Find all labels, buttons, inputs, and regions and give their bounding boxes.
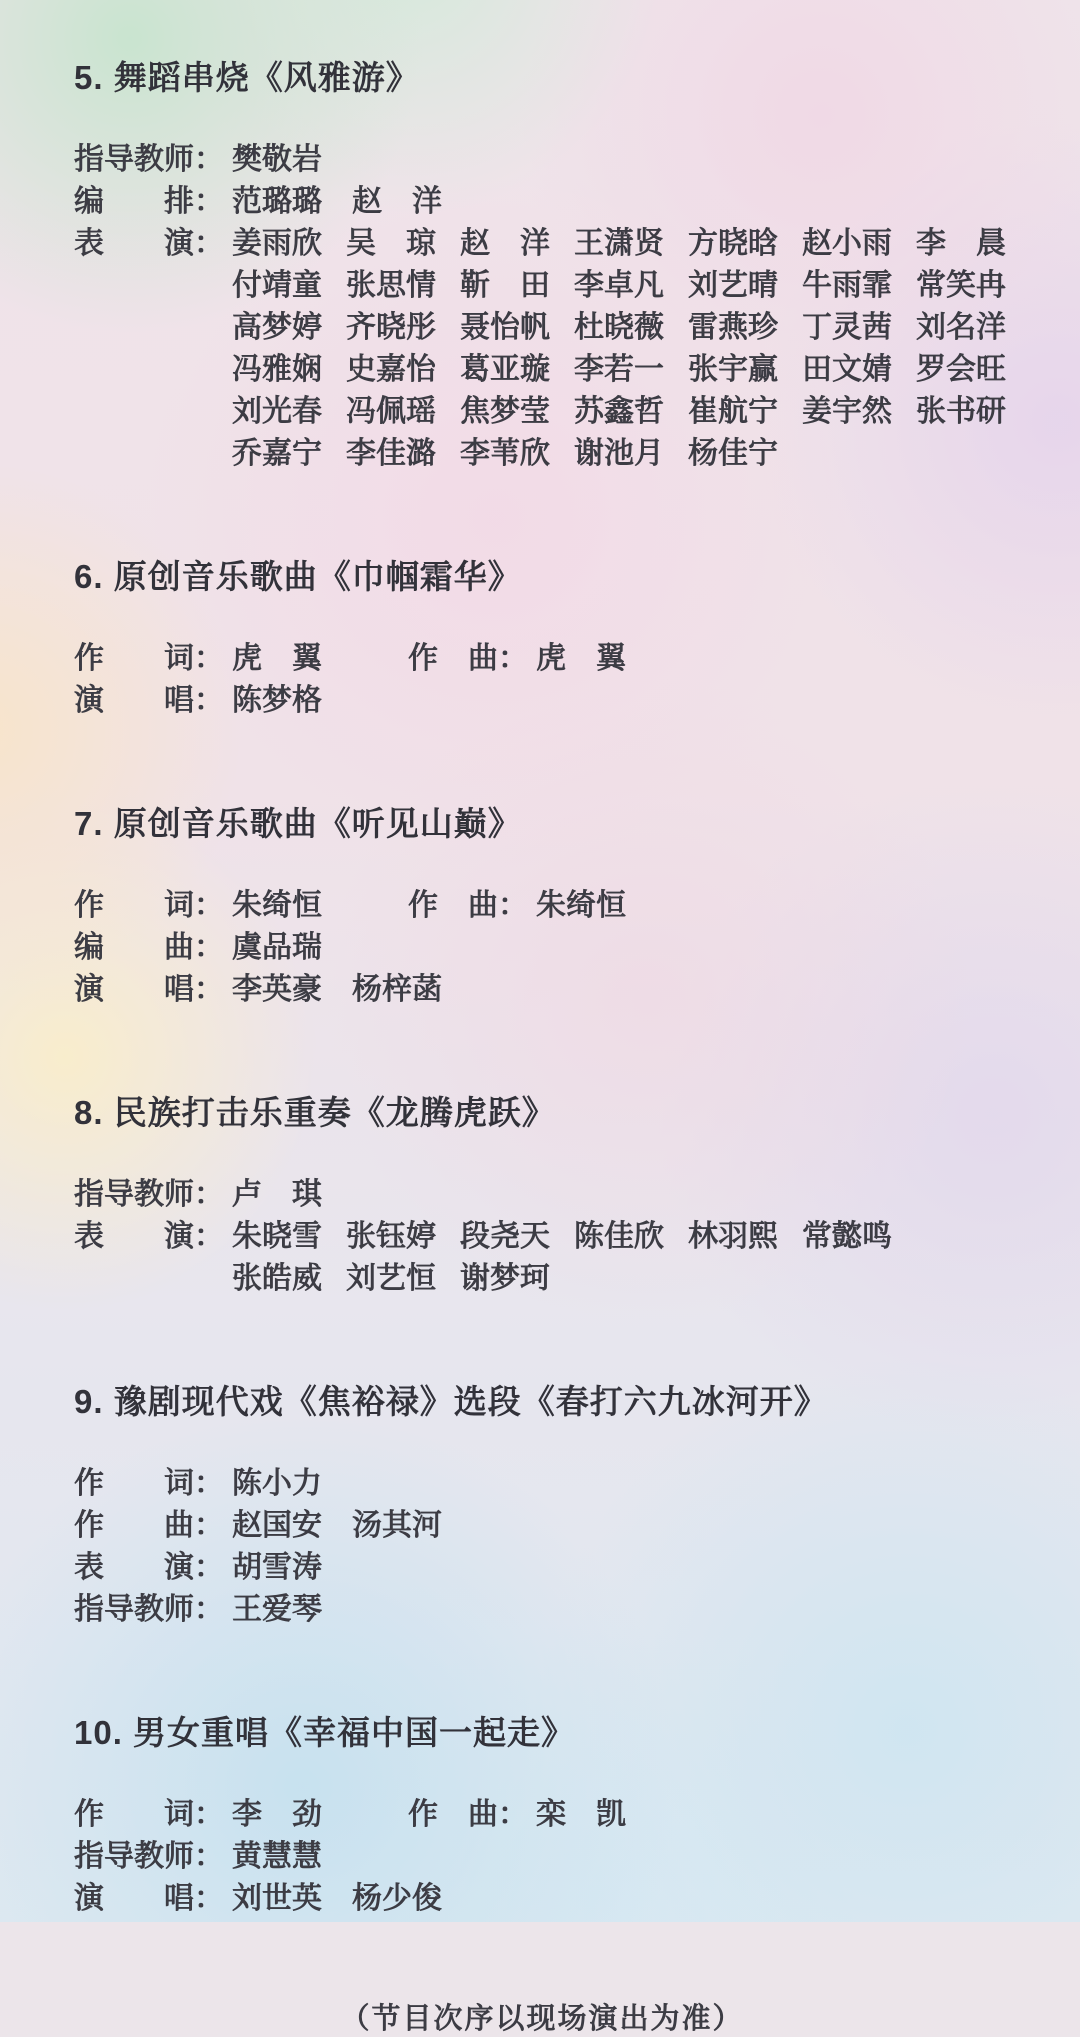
- performer-name: 丁灵茜: [802, 311, 892, 344]
- footer-note: （节目次序以现场演出为准）: [340, 2003, 744, 2035]
- performer-name: 谢梦珂: [460, 1262, 550, 1295]
- credit-label: 演 唱：: [74, 973, 224, 1006]
- performer-name: 姜雨欣: [232, 227, 322, 260]
- performer-name: 靳 田: [460, 269, 550, 302]
- performer-name: 姜宇然: [802, 395, 892, 428]
- performer-name: 段尧天: [460, 1220, 550, 1253]
- performer-name: 齐晓彤: [346, 311, 436, 344]
- performer-name: 常懿鸣: [802, 1220, 892, 1253]
- credit-value: 李英豪 杨梓菡: [232, 973, 442, 1006]
- credit-label: 作 曲：: [74, 1509, 224, 1542]
- performer-name: 李若一: [574, 353, 664, 386]
- credit-value: 朱绮恒: [536, 889, 626, 922]
- credit-line: [74, 139, 1010, 181]
- performer-grid: [232, 223, 1006, 475]
- credit-label: 演 唱：: [74, 1882, 224, 1915]
- performer-name: 张皓威: [232, 1262, 322, 1295]
- performer-name: 刘艺晴: [688, 269, 778, 302]
- performer-name: 张钰婷: [346, 1220, 436, 1253]
- performer-row: [232, 349, 1006, 391]
- performer-name: 方晓晗: [688, 227, 778, 260]
- performer-name: 崔航宁: [688, 395, 778, 428]
- performer-name: 雷燕珍: [688, 311, 778, 344]
- credit-value: 刘世英 杨少俊: [232, 1882, 442, 1915]
- performer-name: 冯雅娴: [232, 353, 322, 386]
- credit-label: 表 演：: [74, 1220, 224, 1253]
- performer-name: 高梦婷: [232, 311, 322, 344]
- performer-name: 乔嘉宁: [232, 437, 322, 470]
- performer-name: 田文婧: [802, 353, 892, 386]
- performer-name: 陈佳欣: [574, 1220, 664, 1253]
- performer-name: 葛亚璇: [460, 353, 550, 386]
- credit-value: 陈梦格: [232, 684, 322, 717]
- program-item-title: 6. 原创音乐歌曲《巾帼霜华》: [74, 558, 522, 595]
- credit-line: [74, 1174, 1010, 1216]
- program-item-8: [74, 1087, 1010, 1300]
- credit-label: 指导教师：: [74, 1840, 224, 1873]
- credit-label: 作 曲：: [408, 1798, 528, 1831]
- credit-label: 指导教师：: [74, 1178, 224, 1211]
- program-item-title: 7. 原创音乐歌曲《听见山巅》: [74, 805, 522, 842]
- performer-name: 杨佳宁: [688, 437, 778, 470]
- credit-value: 虞品瑞: [232, 931, 322, 964]
- credit-value: 虎 翼: [536, 642, 626, 675]
- performer-name: 常笑冉: [916, 269, 1006, 302]
- performer-name: 李 晨: [916, 227, 1006, 260]
- program-list: [74, 52, 1010, 1920]
- performer-name: 聂怡帆: [460, 311, 550, 344]
- performer-name: 冯佩瑶: [346, 395, 436, 428]
- performer-name: 王潇贤: [574, 227, 664, 260]
- performer-name: 张思情: [346, 269, 436, 302]
- performer-name: 李苇欣: [460, 437, 550, 470]
- credit-line: [74, 1505, 1010, 1547]
- performer-name: 刘光春: [232, 395, 322, 428]
- credit-value: 陈小力: [232, 1467, 322, 1500]
- credit-line: [74, 1794, 1010, 1836]
- credit-value: 虎 翼: [232, 642, 322, 675]
- credit-value: 黄慧慧: [232, 1840, 322, 1873]
- credit-label: 表 演：: [74, 1551, 224, 1584]
- credit-line: [74, 181, 1010, 223]
- performer-name: 杜晓薇: [574, 311, 664, 344]
- credit-label: 作 词：: [74, 642, 224, 675]
- credit-value: 李 劲: [232, 1798, 322, 1831]
- credit-value: 赵国安 汤其河: [232, 1509, 442, 1542]
- performer-name: 朱晓雪: [232, 1220, 322, 1253]
- credit-label: 作 词：: [74, 1798, 224, 1831]
- credit-value: 胡雪涛: [232, 1551, 322, 1584]
- performer-name: 林羽熙: [688, 1220, 778, 1253]
- credit-line: [74, 680, 1010, 722]
- credit-line: [74, 1878, 1010, 1920]
- performer-name: 吴 琼: [346, 227, 436, 260]
- credit-line: [74, 969, 1010, 1011]
- performer-name: 苏鑫哲: [574, 395, 664, 428]
- performer-name: 付靖童: [232, 269, 322, 302]
- credit-line: [74, 1216, 1010, 1300]
- credit-label: 表 演：: [74, 227, 224, 260]
- program-item-title: 8. 民族打击乐重奏《龙腾虎跃》: [74, 1094, 556, 1131]
- credit-value: 王爱琴: [232, 1593, 322, 1626]
- credit-label: 指导教师：: [74, 143, 224, 176]
- credit-label: 演 唱：: [74, 684, 224, 717]
- performer-name: 张宇赢: [688, 353, 778, 386]
- performer-row: [232, 265, 1006, 307]
- program-item-7: [74, 798, 1010, 1011]
- credit-label: 作 曲：: [408, 642, 528, 675]
- credit-label: 编 排：: [74, 185, 224, 218]
- performer-name: 牛雨霏: [802, 269, 892, 302]
- performer-name: 焦梦莹: [460, 395, 550, 428]
- credit-line: [74, 638, 1010, 680]
- program-item-title: 5. 舞蹈串烧《风雅游》: [74, 59, 420, 96]
- performer-row: [232, 391, 1006, 433]
- performer-row: [232, 307, 1006, 349]
- performer-row: [232, 1216, 892, 1258]
- program-item-5: [74, 52, 1010, 475]
- credit-label: 作 词：: [74, 889, 224, 922]
- credit-line: [74, 1836, 1010, 1878]
- performer-name: 赵 洋: [460, 227, 550, 260]
- performer-row: [232, 223, 1006, 265]
- performer-name: 刘艺恒: [346, 1262, 436, 1295]
- program-item-9: [74, 1376, 1010, 1631]
- credit-line: [74, 927, 1010, 969]
- performer-grid: [232, 1216, 892, 1300]
- credit-value: 范璐璐 赵 洋: [232, 185, 442, 218]
- program-item-title: 10. 男女重唱《幸福中国一起走》: [74, 1714, 576, 1751]
- credit-label: 作 词：: [74, 1467, 224, 1500]
- program-item-10: [74, 1707, 1010, 1920]
- performer-name: 谢池月: [574, 437, 664, 470]
- performer-name: 罗会旺: [916, 353, 1006, 386]
- credit-line: [74, 1547, 1010, 1589]
- credit-label: 指导教师：: [74, 1593, 224, 1626]
- credit-line: [74, 1463, 1010, 1505]
- credit-line: [74, 885, 1010, 927]
- performer-row: [232, 1258, 892, 1300]
- credit-label: 作 曲：: [408, 889, 528, 922]
- program-item-6: [74, 551, 1010, 722]
- credit-value: 朱绮恒: [232, 889, 322, 922]
- performer-name: 史嘉怡: [346, 353, 436, 386]
- performer-name: 刘名洋: [916, 311, 1006, 344]
- credit-value: 卢 琪: [232, 1178, 322, 1211]
- performer-name: 张书研: [916, 395, 1006, 428]
- performer-name: 赵小雨: [802, 227, 892, 260]
- program-item-title: 9. 豫剧现代戏《焦裕禄》选段《春打六九冰河开》: [74, 1383, 828, 1420]
- performer-name: 李佳潞: [346, 437, 436, 470]
- credit-line: [74, 1589, 1010, 1631]
- performer-row: [232, 433, 1006, 475]
- credit-label: 编 曲：: [74, 931, 224, 964]
- credit-value: 樊敬岩: [232, 143, 322, 176]
- credit-line: [74, 223, 1010, 475]
- credit-value: 栾 凯: [536, 1798, 626, 1831]
- performer-name: 李卓凡: [574, 269, 664, 302]
